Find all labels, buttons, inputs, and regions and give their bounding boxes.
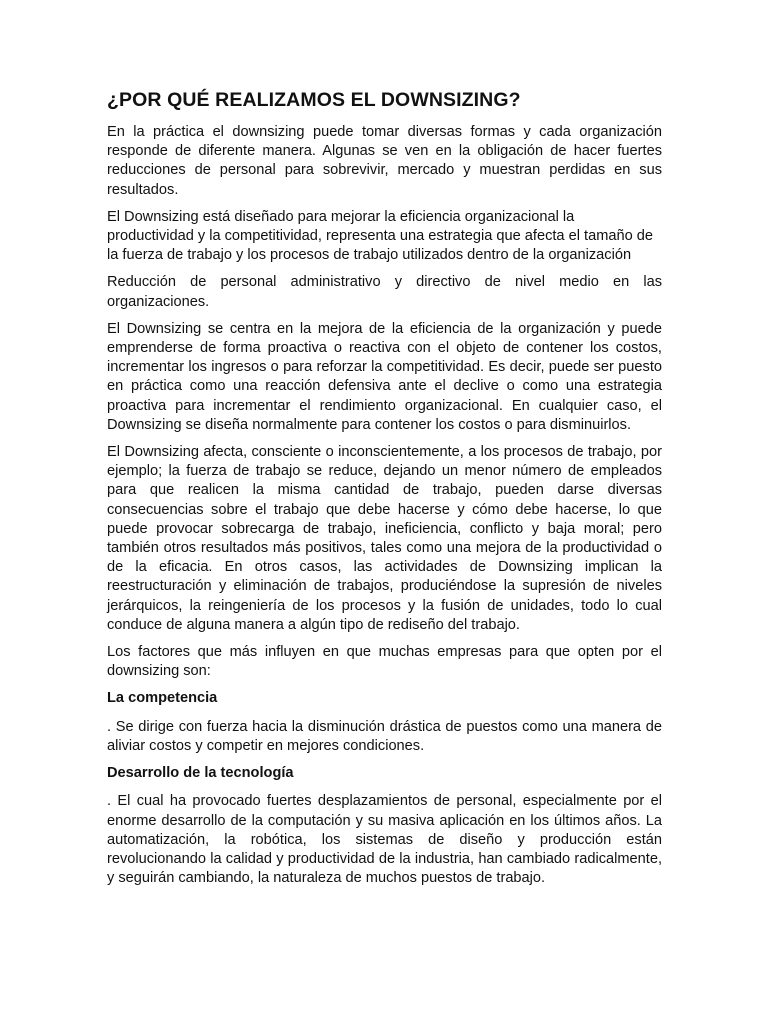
section-body-competencia: . Se dirige con fuerza hacia la disminución drástica de puestos como una manera de aliviar costos y competir en mejores condiciones. bbox=[107, 718, 662, 754]
paragraph-effects: El Downsizing afecta, consciente o inconscientemente, a los procesos de trabajo, por ejemplo; la fuerza de trabajo se reduce, dejando un menor número de empleados para que realicen la misma cantidad de trabajo, pueden darse diversas consecuencias sobre el trabajo que debe hacerse y cómo debe hacerse, lo que puede provocar sobrecarga de trabajo, ineficiencia, conflicto y baja moral; pero también otros resultados más positivos, tales como una mejora de la productividad o de la eficacia. En otros casos, las actividades de Downsizing implican la reestructuración y eliminación de trabajos, produciéndose la supresión de niveles jerárquicos, la reingeniería de los procesos y la fusión de unidades, todo lo cual conduce de alguna manera a algún tipo de rediseño del trabajo. bbox=[107, 444, 662, 633]
section-heading-tecnologia: Desarrollo de la tecnología bbox=[107, 765, 294, 782]
paragraph-focus: El Downsizing se centra en la mejora de la eficiencia de la organización y puede emprenderse de forma proactiva o reactiva con el objeto de contener los costos, incrementar los ingresos o para reforzar la competitividad. Es decir, puede ser puesto en práctica como una reacción defensiva ante el declive o como una estrategia proactiva para incrementar el rendimiento organizacional. En cualquier caso, el Downsizing se diseña normalmente para contener los costos o para disminuirlos. bbox=[107, 320, 662, 433]
paragraph-reduction: Reducción de personal administrativo y directivo de nivel medio en las organizaciones. bbox=[107, 274, 662, 310]
document-title: ¿POR QUÉ REALIZAMOS EL DOWNSIZING? bbox=[107, 89, 521, 111]
paragraph-design: El Downsizing está diseñado para mejorar la eficiencia organizacional la productividad y la competitividad, representa una estrategia que afecta el tamaño de la fuerza de trabajo y los procesos de trabajo utilizados dentro de la organización bbox=[107, 208, 653, 264]
section-heading-competencia: La competencia bbox=[107, 690, 218, 707]
document-page bbox=[107, 88, 662, 896]
paragraph-factors: Los factores que más influyen en que muchas empresas para que opten por el downsizing son: bbox=[107, 644, 662, 680]
paragraph-intro: En la práctica el downsizing puede tomar diversas formas y cada organización responde de diferente manera. Algunas se ven en la obligación de hacer fuertes reducciones de personal para sobrevivir, mercado y muestran perdidas en sus resultados. bbox=[107, 124, 662, 198]
section-body-tecnologia: . El cual ha provocado fuertes desplazamientos de personal, especialmente por el enorme desarrollo de la computación y su masiva aplicación en los últimos años. La automatización, la robótica, los sistemas de diseño y producción están revolucionando la calidad y productividad de la industria, han cambiado radicalmente, y seguirán cambiando, la naturaleza de muchos puestos de trabajo. bbox=[107, 793, 662, 887]
